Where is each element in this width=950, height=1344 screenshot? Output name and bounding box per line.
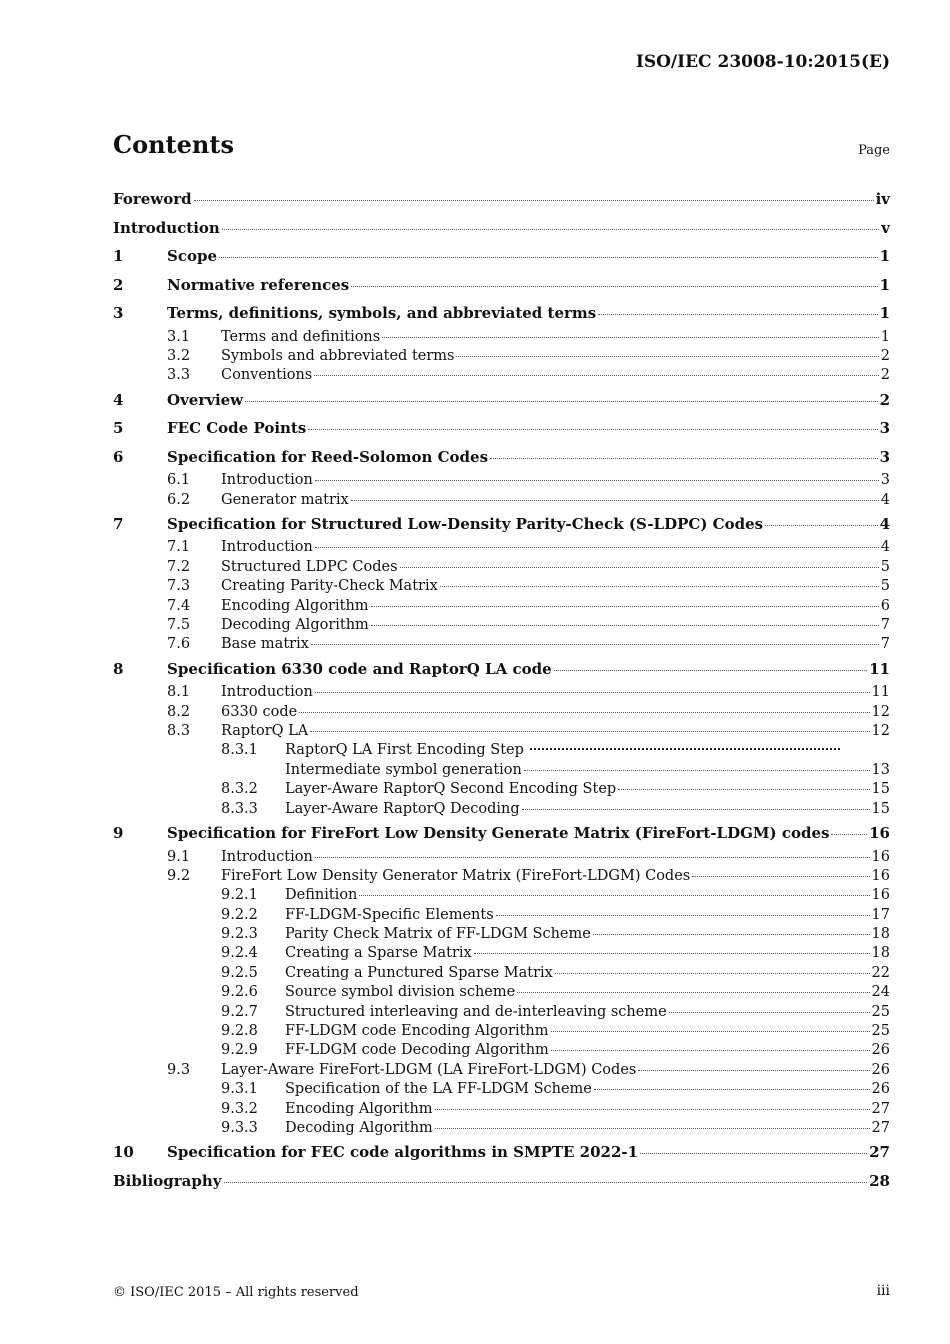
dot-leader	[551, 1050, 870, 1051]
dot-leader	[224, 1182, 868, 1183]
toc-entry-page: 1	[880, 328, 890, 345]
toc-entry-page: 1	[879, 247, 890, 265]
toc-entry[interactable]	[113, 214, 890, 243]
toc-entry-title: Scope	[167, 247, 218, 265]
toc-entry-title: Introduction	[113, 218, 220, 237]
dot-leader	[524, 770, 870, 771]
toc-entry-title: FF-LDGM-Specific Elements	[285, 906, 494, 923]
toc-entry-number: 6	[113, 447, 124, 466]
toc-entry[interactable]	[113, 761, 890, 780]
toc-entry-page: 26	[871, 1061, 890, 1078]
toc-entry-number: 2	[113, 275, 124, 294]
toc-entry-title: Creating a Sparse Matrix	[285, 945, 472, 962]
toc-entry-title: Symbols and abbreviated terms	[221, 347, 455, 364]
toc-entry-page: 3	[880, 472, 890, 489]
toc-entry[interactable]	[113, 471, 890, 490]
toc-entry[interactable]	[113, 242, 890, 271]
toc-entry-page: 16	[871, 887, 890, 904]
toc-entry[interactable]	[113, 443, 890, 472]
toc-entry-number: 8.3	[167, 723, 191, 740]
toc-entry-number: 3	[113, 304, 124, 322]
toc-entry[interactable]	[113, 683, 890, 702]
toc-entry[interactable]	[113, 510, 890, 539]
toc-entry-title: Specification 6330 code and RaptorQ LA code	[167, 659, 552, 678]
toc-entry-title: Creating a Punctured Sparse Matrix	[285, 964, 553, 981]
toc-entry-title: Specification of the LA FF-LDGM Scheme	[285, 1081, 592, 1098]
toc-entry-title: Layer-Aware RaptorQ Decoding	[285, 800, 520, 817]
toc-entry-page: 24	[871, 984, 890, 1001]
dot-leader	[490, 458, 878, 459]
toc-entry-number: 8.2	[167, 703, 191, 720]
toc-entry-page: 11	[871, 684, 890, 701]
toc-entry[interactable]	[113, 1022, 890, 1041]
dot-leader	[435, 1128, 870, 1129]
dot-leader	[222, 229, 879, 230]
toc-entry[interactable]	[113, 867, 890, 886]
toc-entry[interactable]	[113, 925, 890, 944]
toc-entry-page: 12	[871, 703, 890, 720]
toc-entry-title: Normative references	[167, 275, 350, 294]
dot-leader	[640, 1153, 867, 1154]
toc-entry-title: Overview	[167, 390, 244, 409]
toc-entry-title: RaptorQ LA First Encoding Step	[285, 742, 524, 759]
toc-entry-page: 26	[871, 1081, 890, 1098]
toc-entry-number: 9.2.8	[221, 1023, 258, 1040]
toc-entry-page: 4	[880, 491, 890, 508]
toc-entry-title: Introduction	[221, 539, 313, 556]
dot-leader	[669, 1012, 870, 1013]
toc-entry-page: 22	[871, 964, 890, 981]
toc-entry-number: 9.2.7	[221, 1003, 258, 1020]
toc-entry-page: 15	[871, 781, 890, 798]
toc-entry-title: Terms, definitions, symbols, and abbreviated terms	[167, 304, 597, 322]
dot-leader	[351, 500, 879, 501]
dot-leader	[496, 915, 870, 916]
dot-leader	[315, 480, 879, 481]
toc-entry-number: 9.2.6	[221, 984, 258, 1001]
toc-entry-page: 18	[871, 945, 890, 962]
dot-leader	[638, 1070, 869, 1071]
page-column-label: Page	[858, 143, 890, 158]
dot-leader	[351, 286, 877, 287]
toc-entry[interactable]	[113, 741, 890, 760]
toc-entry-number: 3.1	[167, 328, 191, 345]
toc-entry-page: 27	[869, 1143, 890, 1162]
toc-entry-title: 6330 code	[221, 703, 298, 720]
toc-entry-number: 3.3	[167, 367, 191, 384]
toc-entry-number: 7.5	[167, 617, 191, 634]
toc-entry[interactable]	[113, 616, 890, 635]
toc-entry[interactable]	[113, 635, 890, 654]
dot-leader	[555, 973, 870, 974]
toc-entry[interactable]	[113, 819, 890, 848]
dot-leader	[382, 337, 879, 338]
dot-leader	[831, 834, 867, 835]
dot-leader	[440, 586, 879, 587]
dot-leader	[371, 606, 879, 607]
toc-entry-number: 8	[113, 659, 124, 678]
toc-entry-page: iv	[875, 190, 890, 208]
toc-entry-title: Specification for FireFort Low Density Generate Matrix (FireFort-LDGM) codes	[167, 824, 830, 843]
dot-leader	[308, 429, 877, 430]
dot-leader	[359, 895, 869, 896]
toc-entry[interactable]	[113, 538, 890, 557]
toc-entry[interactable]	[113, 800, 890, 819]
toc-entry-page: 26	[871, 1042, 890, 1059]
contents-heading	[113, 130, 890, 166]
toc-entry-number: 9.2.4	[221, 945, 258, 962]
toc-entry-title: Encoding Algorithm	[285, 1100, 433, 1117]
toc-entry-page: 27	[871, 1100, 890, 1117]
toc-entry-page: 25	[871, 1003, 890, 1020]
toc-entry[interactable]	[113, 1080, 890, 1099]
toc-entry-page: 15	[871, 800, 890, 817]
dot-leader	[310, 731, 869, 732]
toc-entry-page: 3	[879, 419, 890, 438]
toc-entry-title: Bibliography	[113, 1171, 222, 1190]
toc-entry-title: Structured LDPC Codes	[221, 558, 398, 575]
dot-leader	[517, 992, 869, 993]
dot-leader	[400, 567, 879, 568]
toc-entry[interactable]	[113, 1100, 890, 1119]
toc-entry[interactable]	[113, 1119, 890, 1138]
toc-entry[interactable]	[113, 328, 890, 347]
dot-leader	[299, 712, 869, 713]
toc-entry-title: Intermediate symbol generation	[285, 761, 522, 778]
toc-entry-number: 7.3	[167, 578, 191, 595]
toc-entry[interactable]	[113, 1041, 890, 1060]
toc-entry-title: Specification for FEC code algorithms in SMPTE 2022-1	[167, 1143, 639, 1162]
toc-entry-title: FEC Code Points	[167, 419, 307, 438]
dot-leader	[311, 644, 879, 645]
toc-entry-title: Decoding Algorithm	[221, 617, 369, 634]
dot-leader	[456, 356, 878, 357]
toc-entry-number: 9.3.2	[221, 1100, 258, 1117]
toc-entry[interactable]	[113, 848, 890, 867]
toc-entry-page: 5	[880, 578, 890, 595]
toc-entry-title: Creating Parity-Check Matrix	[221, 578, 438, 595]
dot-leader	[219, 257, 878, 258]
dot-leader	[245, 401, 877, 402]
toc-entry-page: 16	[871, 848, 890, 865]
dot-leader	[315, 857, 870, 858]
toc-entry-page: 2	[879, 390, 890, 409]
toc-entry-title: Layer-Aware RaptorQ Second Encoding Step	[285, 781, 617, 798]
dot-leader	[371, 625, 879, 626]
toc-entry[interactable]	[113, 722, 890, 741]
toc-entry-number: 8.3.2	[221, 781, 258, 798]
toc-entry-number: 7.1	[167, 539, 191, 556]
dot-leader	[314, 375, 879, 376]
toc-entry-page: 4	[879, 514, 890, 533]
dot-leader	[551, 1031, 870, 1032]
toc-entry-page: v	[881, 218, 890, 237]
contents-title: Contents	[113, 130, 234, 159]
toc-entry-number: 6.1	[167, 472, 191, 489]
toc-entry-page: 5	[880, 558, 890, 575]
toc-entry-number: 9.3	[167, 1061, 191, 1078]
toc-entry-number: 9.2	[167, 867, 191, 884]
toc-entry-title: RaptorQ LA	[221, 723, 309, 740]
toc-entry-number: 10	[113, 1143, 134, 1162]
toc-entry-page: 18	[871, 926, 890, 943]
toc-entry[interactable]	[113, 299, 890, 328]
toc-entry-title: FF-LDGM code Decoding Algorithm	[285, 1042, 549, 1059]
toc-entry-page: 17	[871, 906, 890, 923]
table-of-contents	[113, 185, 890, 1195]
dot-leader	[435, 1109, 870, 1110]
toc-entry-number: 5	[113, 419, 124, 438]
toc-entry-page: 2	[880, 347, 890, 364]
toc-entry-number: 8.3.3	[221, 800, 258, 817]
toc-entry-number: 9.3.1	[221, 1081, 258, 1098]
toc-entry-page: 2	[880, 367, 890, 384]
toc-entry-title: Specification for Reed-Solomon Codes	[167, 447, 489, 466]
toc-entry[interactable]	[113, 906, 890, 925]
toc-entry-number: 7.2	[167, 558, 191, 575]
toc-entry-number: 9.1	[167, 848, 191, 865]
toc-entry[interactable]	[113, 944, 890, 963]
toc-entry-title: Introduction	[221, 472, 313, 489]
document-id: ISO/IEC 23008-10:2015(E)	[635, 52, 890, 72]
toc-entry[interactable]	[113, 414, 890, 443]
toc-entry-number: 4	[113, 390, 124, 409]
toc-entry-number: 9.2.2	[221, 906, 258, 923]
copyright-notice: © ISO/IEC 2015 – All rights reserved	[113, 1285, 359, 1300]
toc-entry[interactable]	[113, 386, 890, 415]
toc-entry-page: 11	[869, 659, 890, 678]
toc-entry[interactable]	[113, 347, 890, 366]
toc-entry-page: 25	[871, 1023, 890, 1040]
toc-entry-number: 6.2	[167, 491, 191, 508]
toc-entry-page: 7	[880, 636, 890, 653]
toc-entry-page: 27	[871, 1120, 890, 1136]
toc-entry-title: Source symbol division scheme	[285, 984, 516, 1001]
toc-entry-title: Parity Check Matrix of FF-LDGM Scheme	[285, 926, 591, 943]
page-number: iii	[876, 1283, 890, 1299]
dot-leader	[618, 789, 869, 790]
toc-entry[interactable]	[113, 780, 890, 799]
dot-leader	[765, 525, 877, 526]
toc-entry[interactable]	[113, 185, 890, 214]
toc-entry-title: Conventions	[221, 367, 313, 384]
dot-leader	[692, 876, 869, 877]
dot-leader	[598, 314, 877, 315]
dot-leader	[315, 547, 879, 548]
toc-entry-page: 3	[879, 447, 890, 466]
toc-entry-title: Foreword	[113, 190, 192, 208]
toc-entry-number: 8.1	[167, 684, 191, 701]
toc-entry[interactable]	[113, 558, 890, 577]
toc-entry-page: 1	[879, 275, 890, 294]
toc-entry[interactable]	[113, 964, 890, 983]
toc-entry-number: 9.2.9	[221, 1042, 258, 1059]
toc-entry[interactable]	[113, 983, 890, 1002]
toc-entry-title: Introduction	[221, 684, 313, 701]
toc-entry-title: Encoding Algorithm	[221, 597, 369, 614]
toc-entry[interactable]	[113, 577, 890, 596]
toc-entry-title: Specification for Structured Low-Density Parity-Check (S-LDPC) Codes	[167, 514, 764, 533]
toc-entry[interactable]	[113, 886, 890, 905]
toc-entry-title: FireFort Low Density Generator Matrix (FireFort-LDGM) Codes	[221, 867, 691, 884]
toc-entry-title: Introduction	[221, 848, 313, 865]
toc-entry[interactable]	[113, 597, 890, 616]
toc-entry-page: 1	[879, 304, 890, 322]
toc-entry-page: 4	[880, 539, 890, 556]
toc-entry-title: Generator matrix	[221, 491, 349, 508]
toc-entry[interactable]	[113, 1061, 890, 1080]
toc-entry-title: Definition	[285, 887, 358, 904]
toc-entry-page: 13	[871, 761, 890, 778]
dot-leader	[522, 809, 870, 810]
toc-entry-number: 9.2.3	[221, 926, 258, 943]
toc-entry[interactable]	[113, 1138, 890, 1167]
toc-entry[interactable]	[113, 703, 890, 722]
toc-entry-page: 6	[880, 597, 890, 614]
toc-entry-number: 8.3.1	[221, 742, 258, 759]
toc-entry[interactable]	[113, 491, 890, 510]
toc-entry-page: 28	[869, 1171, 890, 1190]
toc-entry-number: 7.4	[167, 597, 191, 614]
toc-entry-title: Terms and definitions	[221, 328, 381, 345]
dot-leader	[194, 200, 874, 201]
toc-entry[interactable]	[113, 1003, 890, 1022]
dot-leader	[594, 1089, 870, 1090]
dot-leader	[554, 670, 867, 671]
toc-entry-page: 16	[871, 867, 890, 884]
toc-entry-number: 1	[113, 247, 124, 265]
toc-entry[interactable]	[113, 366, 890, 385]
toc-entry-title: Base matrix	[221, 636, 309, 653]
dot-leader	[593, 934, 870, 935]
toc-entry-title: Structured interleaving and de-interleaving scheme	[285, 1003, 667, 1020]
toc-entry-title: Layer-Aware FireFort-LDGM (LA FireFort-LDGM) Codes	[221, 1061, 637, 1078]
toc-entry-number: 9.2.5	[221, 964, 258, 981]
toc-entry-number: 7	[113, 514, 124, 533]
toc-entry[interactable]	[113, 271, 890, 300]
toc-entry-number: 3.2	[167, 347, 191, 364]
toc-entry-title: FF-LDGM code Encoding Algorithm	[285, 1023, 549, 1040]
dot-leader	[474, 953, 870, 954]
toc-entry-number: 9.2.1	[221, 887, 258, 904]
toc-entry-number: 9	[113, 824, 124, 843]
toc-entry-number: 9.3.3	[221, 1120, 258, 1136]
toc-entry[interactable]	[113, 1167, 890, 1196]
toc-entry-page: 16	[869, 824, 890, 843]
dot-leader	[530, 748, 840, 750]
dot-leader	[315, 692, 870, 693]
toc-entry-title: Decoding Algorithm	[285, 1120, 433, 1136]
toc-entry-number: 7.6	[167, 636, 191, 653]
toc-entry[interactable]	[113, 655, 890, 684]
toc-entry-page: 7	[880, 617, 890, 634]
toc-entry-page: 12	[871, 723, 890, 740]
